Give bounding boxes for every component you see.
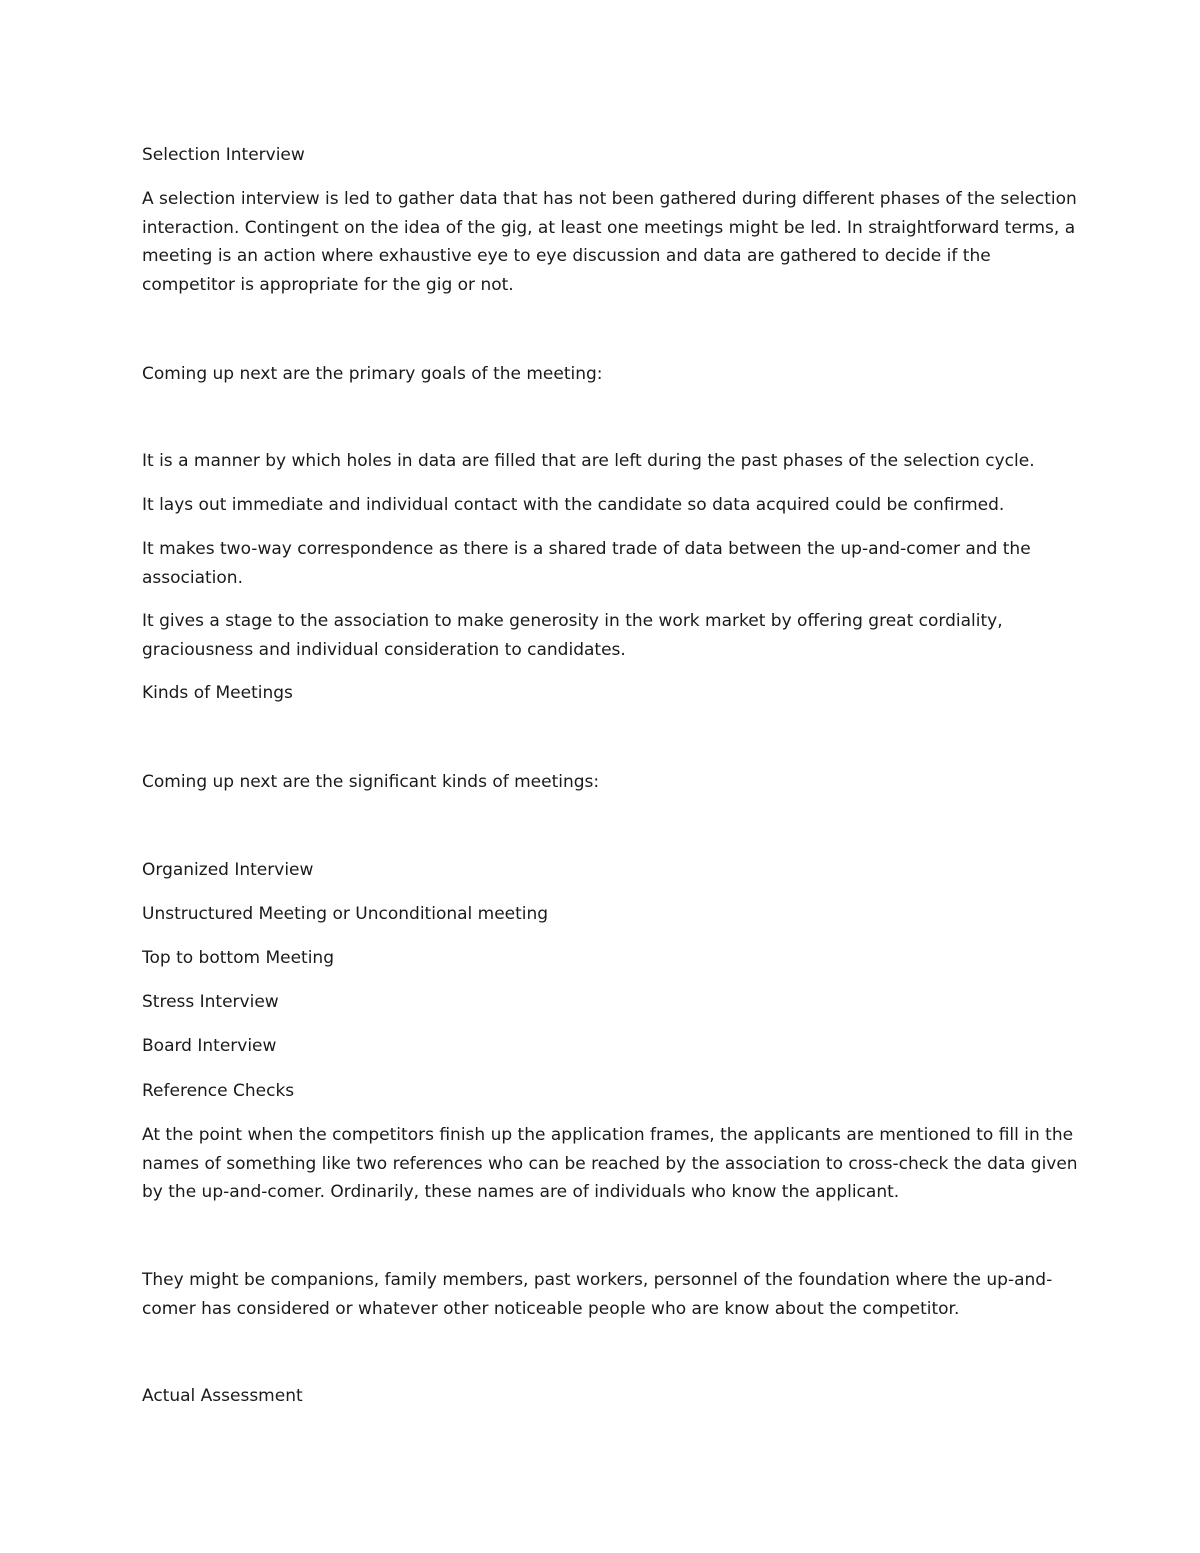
- goal-item-3: It makes two-way correspondence as there is a shared trade of data between the up-and-comer and the association.: [142, 539, 1031, 588]
- goal-item-1: It is a manner by which holes in data are filled that are left during the past phases of the selection cycle.: [142, 451, 1035, 471]
- paragraph-reference-2: They might be companions, family members, past workers, personnel of the foundation where the up-and-comer has considered or whatever other noticeable people who are know about the competitor.: [142, 1270, 1053, 1319]
- heading-selection-interview: Selection Interview: [142, 145, 305, 165]
- kinds-intro: Coming up next are the significant kinds of meetings:: [142, 772, 600, 792]
- kind-item-3: Top to bottom Meeting: [142, 948, 334, 968]
- kind-item-1: Organized Interview: [142, 860, 314, 880]
- paragraph-intro: A selection interview is led to gather data that has not been gathered during different phases of the selection interaction. Contingent on the idea of the gig, at least one meetings might be led. In straightforward terms, a meeting is an action where exhaustive eye to eye discussion and data are gathered to decide if the competitor is appropriate for the gig or not.: [142, 189, 1077, 295]
- goal-item-4: It gives a stage to the association to make generosity in the work market by offering great cordiality, graciousness and individual consideration to candidates.: [142, 611, 1003, 660]
- heading-reference-checks: Reference Checks: [142, 1081, 295, 1101]
- kind-item-4: Stress Interview: [142, 992, 279, 1012]
- paragraph-reference-1: At the point when the competitors finish up the application frames, the applicants are mentioned to fill in the names of something like two references who can be reached by the association to cross-check the data given by the up-and-comer. Ordinarily, these names are of individuals who know the applicant.: [142, 1125, 1078, 1202]
- kind-item-5: Board Interview: [142, 1036, 277, 1056]
- heading-actual-assessment: Actual Assessment: [142, 1386, 303, 1406]
- goals-intro: Coming up next are the primary goals of the meeting:: [142, 364, 603, 384]
- heading-kinds-of-meetings: Kinds of Meetings: [142, 683, 293, 703]
- goal-item-2: It lays out immediate and individual contact with the candidate so data acquired could be confirmed.: [142, 495, 1005, 515]
- kind-item-2: Unstructured Meeting or Unconditional meeting: [142, 904, 549, 924]
